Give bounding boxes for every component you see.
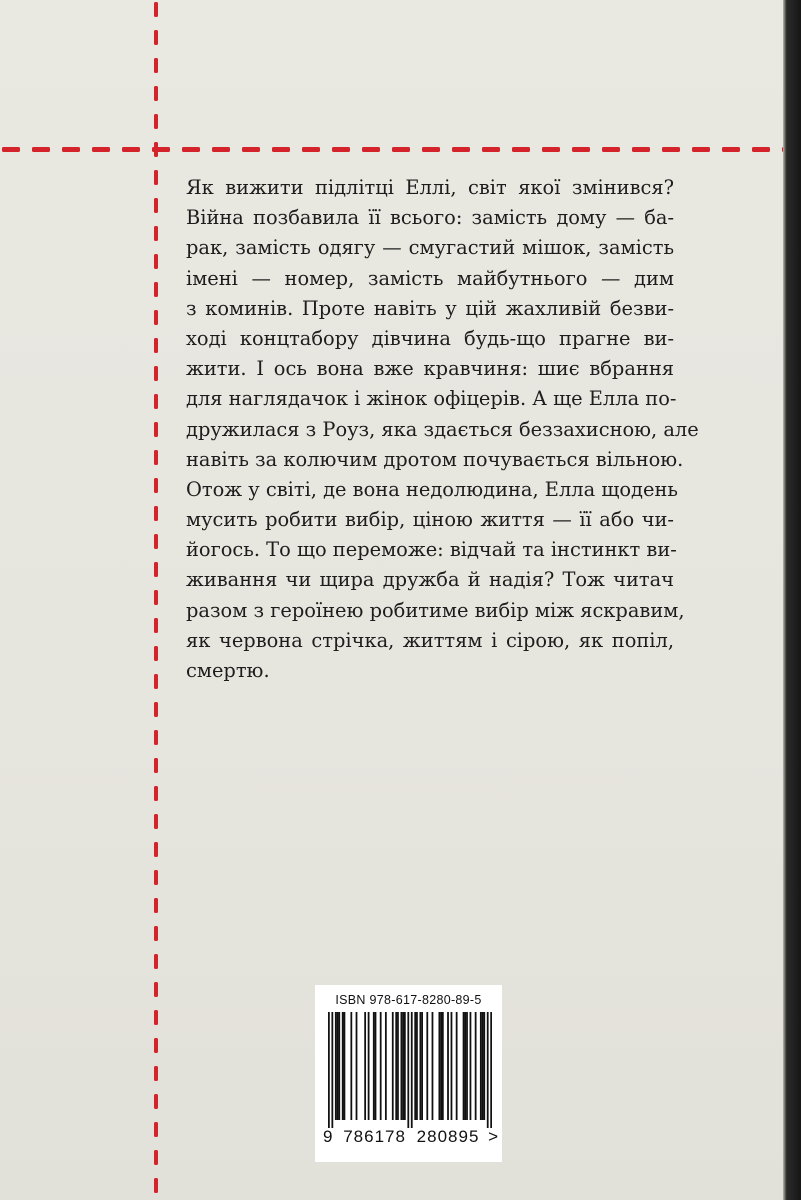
spine-edge	[783, 0, 801, 1200]
stitch-dash	[212, 147, 230, 152]
description-line: Війна позбавила її всього: замість дому — ба-	[186, 206, 674, 230]
stitch-dash	[154, 758, 158, 773]
stitch-dash	[154, 1150, 158, 1165]
barcode-bar	[411, 1012, 413, 1128]
stitch-dash	[154, 282, 158, 297]
ean-right-group: 280895	[416, 1127, 480, 1146]
barcode-bar	[342, 1012, 344, 1120]
stitch-dash	[154, 198, 158, 213]
stitch-dash	[154, 1122, 158, 1137]
barcode-bar	[328, 1012, 330, 1128]
barcode-bar	[442, 1012, 444, 1120]
description-line: навіть за колючим дротом почувається вільною.	[186, 447, 684, 471]
barcode-bar	[375, 1012, 377, 1120]
description-line: дружилася з Роуз, яка здається беззахисною, але	[186, 417, 699, 441]
description-line: рак, замість одягу — смугастий мішок, замість	[186, 236, 674, 260]
stitch-dash	[154, 30, 158, 45]
stitch-dash	[154, 450, 158, 465]
barcode-bar	[368, 1012, 370, 1120]
barcode-bar	[414, 1012, 416, 1120]
stitch-dash	[154, 1094, 158, 1109]
stitch-dash	[154, 730, 158, 745]
stitch-dash	[154, 58, 158, 73]
barcode-bar	[475, 1012, 477, 1120]
stitch-dash	[154, 590, 158, 605]
red-stitch-horizontal	[0, 146, 783, 154]
barcode-bar	[338, 1012, 340, 1120]
barcode-bar	[337, 1012, 339, 1120]
description-line: імені — номер, замість майбутнього — дим	[186, 266, 674, 290]
stitch-dash	[154, 478, 158, 493]
ean-left-group: 786178	[343, 1127, 406, 1146]
stitch-dash	[542, 147, 560, 152]
red-stitch-vertical	[153, 0, 159, 1200]
stitch-dash	[452, 147, 470, 152]
stitch-dash	[154, 562, 158, 577]
barcode-bar	[331, 1012, 333, 1128]
stitch-dash	[392, 147, 410, 152]
barcode-bar	[397, 1012, 399, 1120]
barcode-bar	[356, 1012, 358, 1120]
ean-marker: >	[488, 1127, 499, 1146]
barcode-bar	[385, 1012, 387, 1120]
description-line: ході концтабору дівчина будь-що прагне ви-	[186, 326, 674, 350]
stitch-dash	[154, 786, 158, 801]
stitch-dash	[154, 422, 158, 437]
barcode-bar	[464, 1012, 466, 1120]
stitch-dash	[362, 147, 380, 152]
stitch-dash	[32, 147, 50, 152]
description-line: живання чи щира дружба й надія? Тож читач	[186, 568, 674, 592]
barcode-bar	[466, 1012, 468, 1120]
stitch-dash	[154, 506, 158, 521]
stitch-dash	[154, 674, 158, 689]
barcode-bar	[432, 1012, 434, 1120]
description-line: мусить робити вибір, ціною життя — її або чи-	[186, 508, 674, 532]
stitch-dash	[154, 870, 158, 885]
barcode-bar	[438, 1012, 440, 1120]
stitch-dash	[92, 147, 110, 152]
stitch-dash	[154, 170, 158, 185]
stitch-dash	[154, 982, 158, 997]
stitch-dash	[512, 147, 530, 152]
stitch-dash	[752, 147, 770, 152]
stitch-dash	[154, 926, 158, 941]
barcode-bar	[380, 1012, 382, 1120]
stitch-dash	[154, 534, 158, 549]
stitch-dash	[182, 147, 200, 152]
stitch-dash	[154, 618, 158, 633]
stitch-dash	[2, 147, 20, 152]
stitch-dash	[154, 1066, 158, 1081]
stitch-dash	[722, 147, 740, 152]
description-line: разом з героїнею робитиме вибір між яскравим,	[186, 598, 685, 622]
stitch-dash	[154, 814, 158, 829]
barcode-bar	[364, 1012, 366, 1120]
ean-first-digit: 9	[323, 1127, 333, 1146]
barcode-bar	[482, 1012, 484, 1120]
stitch-dash	[154, 954, 158, 969]
stitch-dash	[692, 147, 710, 152]
stitch-dash	[242, 147, 260, 152]
description-line: як червона стрічка, життям і сірою, як попіл,	[186, 628, 674, 652]
barcode-bar	[373, 1012, 375, 1120]
description-line: для наглядачок і жінок офіцерів. А ще Елла по-	[186, 387, 677, 411]
barcode-bar	[456, 1012, 458, 1120]
stitch-dash	[154, 898, 158, 913]
stitch-dash	[482, 147, 500, 152]
barcode-bar	[487, 1012, 489, 1128]
stitch-dash	[154, 1178, 158, 1193]
stitch-dash	[62, 147, 80, 152]
stitch-dash	[154, 1010, 158, 1025]
barcode-bar	[335, 1012, 337, 1120]
description-line: жити. І ось вона вже кравчиня: шиє вбрання	[186, 357, 674, 381]
barcode-bar	[483, 1012, 485, 1120]
stitch-dash	[154, 394, 158, 409]
stitch-dash	[152, 147, 170, 152]
barcode-bars	[328, 1012, 492, 1128]
barcode-bar	[480, 1012, 482, 1120]
stitch-dash	[154, 114, 158, 129]
stitch-dash	[272, 147, 290, 152]
barcode-bar	[350, 1012, 352, 1120]
description-line: Отож у світі, де вона недолюдина, Елла щодень	[186, 477, 678, 501]
barcode-bar	[392, 1012, 394, 1120]
barcode-bar	[402, 1012, 404, 1120]
stitch-dash	[154, 2, 158, 17]
barcode-bar	[419, 1012, 421, 1120]
barcode-bar	[421, 1012, 423, 1120]
stitch-dash	[154, 86, 158, 101]
stitch-dash	[632, 147, 650, 152]
barcode-bar	[447, 1012, 449, 1120]
barcode-bar	[404, 1012, 406, 1120]
barcode-bar	[416, 1012, 418, 1120]
stitch-dash	[422, 147, 440, 152]
stitch-dash	[154, 310, 158, 325]
barcode-bar	[440, 1012, 442, 1120]
barcode-bar	[407, 1012, 409, 1128]
barcode-bar	[463, 1012, 465, 1120]
stitch-dash	[662, 147, 680, 152]
isbn-barcode	[315, 985, 502, 1162]
barcode-bar	[395, 1012, 397, 1120]
description-line: смертю.	[186, 659, 270, 682]
barcode-bar	[490, 1012, 492, 1128]
stitch-dash	[154, 646, 158, 661]
ean-digits	[323, 1127, 501, 1147]
book-description	[186, 173, 699, 686]
stitch-dash	[302, 147, 320, 152]
stitch-dash	[122, 147, 140, 152]
stitch-dash	[154, 254, 158, 269]
stitch-dash	[154, 702, 158, 717]
barcode-bar	[426, 1012, 428, 1120]
stitch-dash	[332, 147, 350, 152]
stitch-dash	[602, 147, 620, 152]
barcode-bar	[344, 1012, 346, 1120]
stitch-dash	[572, 147, 590, 152]
isbn-label: ISBN 978-617-8280-89-5	[335, 993, 482, 1007]
stitch-dash	[154, 226, 158, 241]
description-line: йогось. То що переможе: відчай та інстинкт ви-	[186, 538, 677, 562]
description-line: з коминів. Проте навіть у цій жахливій безви-	[186, 296, 674, 320]
description-line: Як вижити підлітці Еллі, світ якої змінився?	[186, 176, 674, 199]
stitch-dash	[154, 1038, 158, 1053]
stitch-dash	[154, 842, 158, 857]
barcode-bar	[451, 1012, 453, 1120]
barcode-bar	[470, 1012, 472, 1120]
barcode-bar	[401, 1012, 403, 1120]
stitch-dash	[154, 366, 158, 381]
stitch-dash	[154, 338, 158, 353]
